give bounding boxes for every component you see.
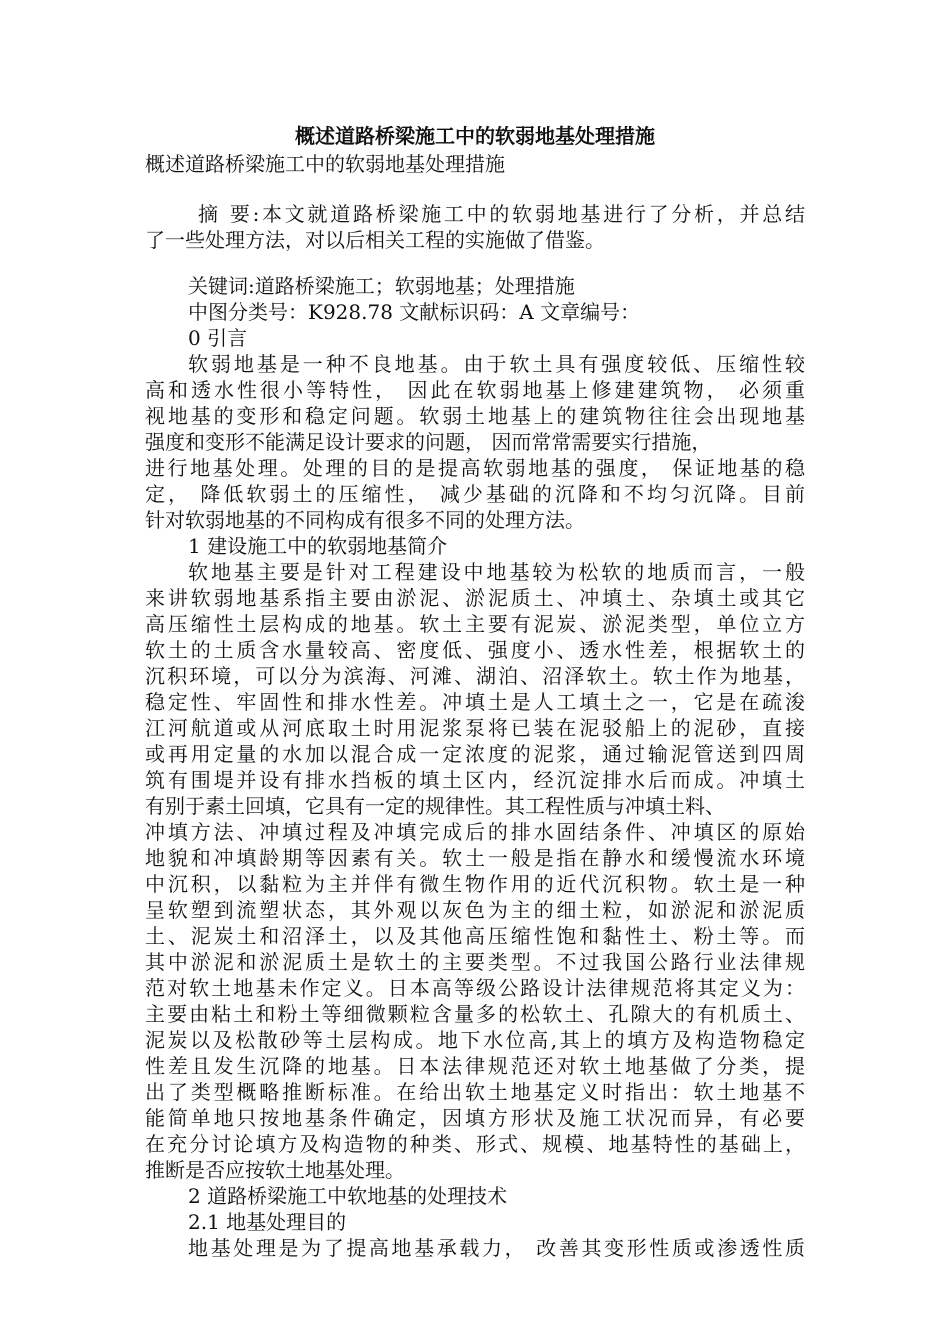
body-line: 软土的土质含水量较高、密度低、强度小、透水性差，根据软土的 xyxy=(145,638,805,662)
body-line: 性差且发生沉降的地基。日本法律规范还对软土地基做了分类，提 xyxy=(145,1054,805,1078)
body-line: 能简单地只按地基条件确定，因填方形状及施工状况而异，有必要 xyxy=(145,1106,805,1130)
body-line: 出了类型概略推断标准。在给出软土地基定义时指出：软土地基不 xyxy=(145,1080,805,1104)
body-line: 地貌和冲填龄期等因素有关。软土一般是指在静水和缓慢流水环境 xyxy=(145,846,805,870)
body-line: 地基处理是为了提高地基承载力， 改善其变形性质或渗透性质 xyxy=(188,1236,805,1260)
keywords-line: 关键词:道路桥梁施工；软弱地基；处理措施 xyxy=(188,274,575,298)
body-line: 软弱地基是一种不良地基。由于软土具有强度较低、压缩性较 xyxy=(188,352,805,376)
body-line: 定， 降低软弱土的压缩性， 减少基础的沉降和不均匀沉降。目前 xyxy=(145,482,805,506)
body-line: 或再用定量的水加以混合成一定浓度的泥浆，通过输泥管送到四周 xyxy=(145,742,805,766)
body-line: 进行地基处理。处理的目的是提高软弱地基的强度， 保证地基的稳 xyxy=(145,456,805,480)
subtitle-line: 概述道路桥梁施工中的软弱地基处理措施 xyxy=(145,152,505,176)
section-heading: 2 道路桥梁施工中软地基的处理技术 xyxy=(188,1184,508,1208)
body-line: 针对软弱地基的不同构成有很多不同的处理方法。 xyxy=(145,508,585,532)
body-line: 强度和变形不能满足设计要求的问题， 因而常常需要实行措施， xyxy=(145,430,712,454)
document-title: 概述道路桥梁施工中的软弱地基处理措施 xyxy=(295,124,655,148)
abstract-line: 了一些处理方法，对以后相关工程的实施做了借鉴。 xyxy=(145,228,605,252)
body-line: 软地基主要是针对工程建设中地基较为松软的地质而言，一般 xyxy=(188,560,805,584)
body-line: 视地基的变形和稳定问题。软弱土地基上的建筑物往往会出现地基 xyxy=(145,404,805,428)
body-line: 江河航道或从河底取土时用泥浆泵将已装在泥驳船上的泥砂，直接 xyxy=(145,716,805,740)
body-line: 稳定性、牢固性和排水性差。冲填土是人工填土之一，它是在疏浚 xyxy=(145,690,805,714)
classification-line: 中图分类号：K928.78 文献标识码：A 文章编号： xyxy=(188,300,641,324)
body-line: 沉积环境，可以分为滨海、河滩、湖泊、沼泽软土。软土作为地基， xyxy=(145,664,805,688)
body-line: 呈软塑到流塑状态，其外观以灰色为主的细土粒，如淤泥和淤泥质 xyxy=(145,898,805,922)
abstract-line: 摘 要:本文就道路桥梁施工中的软弱地基进行了分析，并总结 xyxy=(198,202,805,226)
body-line: 推断是否应按软土地基处理。 xyxy=(145,1158,405,1182)
body-line: 高和透水性很小等特性， 因此在软弱地基上修建建筑物， 必须重 xyxy=(145,378,805,402)
body-line: 筑有围堤并设有排水挡板的填土区内，经沉淀排水后而成。冲填土 xyxy=(145,768,805,792)
body-line: 冲填方法、冲填过程及冲填完成后的排水固结条件、冲填区的原始 xyxy=(145,820,805,844)
body-line: 其中淤泥和淤泥质土是软土的主要类型。不过我国公路行业法律规 xyxy=(145,950,805,974)
body-line: 在充分讨论填方及构造物的种类、形式、规模、地基特性的基础上， xyxy=(145,1132,805,1156)
body-line: 高压缩性土层构成的地基。软土主要有泥炭、淤泥类型，单位立方 xyxy=(145,612,805,636)
section-heading: 1 建设施工中的软弱地基简介 xyxy=(188,534,448,558)
body-line: 来讲软弱地基系指主要由淤泥、淤泥质土、冲填土、杂填土或其它 xyxy=(145,586,805,610)
body-line: 泥炭以及松散砂等土层构成。地下水位高,其上的填方及构造物稳定 xyxy=(145,1028,805,1052)
section-heading: 0 引言 xyxy=(188,326,248,350)
body-line: 有别于素土回填，它具有一定的规律性。其工程性质与冲填土料、 xyxy=(145,794,725,818)
body-line: 范对软土地基未作定义。日本高等级公路设计法律规范将其定义为： xyxy=(145,976,805,1000)
body-line: 土、泥炭土和沼泽土，以及其他高压缩性饱和黏性土、粉土等。而 xyxy=(145,924,805,948)
body-line: 主要由粘土和粉土等细微颗粒含量多的松软土、孔隙大的有机质土、 xyxy=(145,1002,805,1026)
subsection-heading: 2.1 地基处理目的 xyxy=(188,1210,347,1234)
body-line: 中沉积，以黏粒为主并伴有微生物作用的近代沉积物。软土是一种 xyxy=(145,872,805,896)
